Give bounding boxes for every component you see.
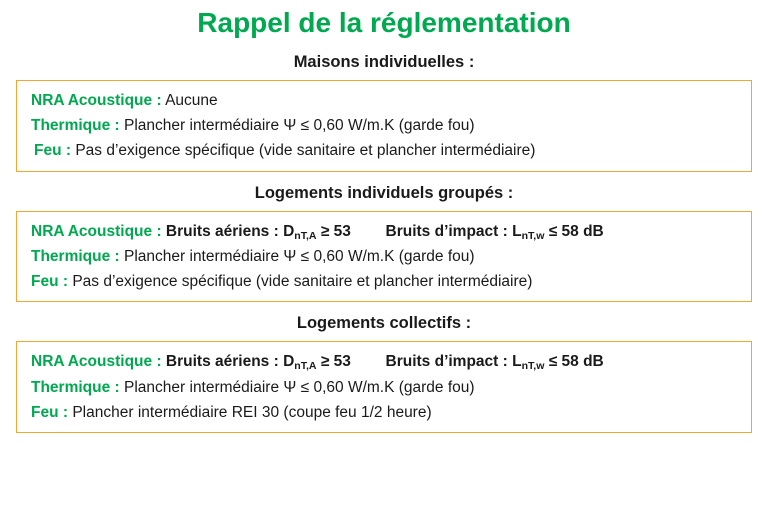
row-value-thermique: Plancher intermédiaire Ψ ≤ 0,60 W/m.K (garde fou) — [124, 117, 475, 135]
row-label-thermique: Thermique : — [31, 247, 120, 265]
row-value-bruits-aeriens-limit: ≥ 53 — [316, 353, 351, 371]
row-label-feu: Feu : — [34, 142, 72, 160]
row-label-nra-acoustique: NRA Acoustique : — [31, 222, 162, 240]
row-label-nra-acoustique: NRA Acoustique : — [31, 353, 162, 371]
row-label-feu: Feu : — [31, 403, 69, 421]
row-nra-acoustique — [31, 350, 737, 373]
row-value-bruits-impact-subscript: nT,w — [521, 229, 545, 242]
row-value-bruits-aeriens-subscript: nT,A — [294, 229, 317, 242]
row-label-nra-acoustique: NRA Acoustique : — [31, 91, 162, 109]
section-heading-logements-individuels-groupes: Logements individuels groupés : — [254, 183, 514, 202]
section-box-maisons-individuelles — [16, 80, 752, 172]
section-box-logements-individuels-groupes — [16, 211, 752, 303]
row-nra-acoustique — [31, 89, 737, 112]
row-feu — [31, 401, 737, 424]
row-value-nra-acoustique: Aucune — [165, 91, 218, 109]
row-value-feu: Pas d’exigence spécifique (vide sanitaire et plancher intermédiaire) — [72, 273, 533, 291]
row-thermique — [31, 245, 737, 268]
row-value-bruits-impact: Bruits d’impact : L — [385, 222, 522, 240]
row-label-thermique: Thermique : — [31, 378, 120, 396]
row-value-bruits-aeriens-subscript: nT,A — [294, 360, 317, 373]
row-value-feu: Plancher intermédiaire REI 30 (coupe feu 1/2 heure) — [72, 403, 432, 421]
row-nra-acoustique — [31, 220, 737, 243]
page-title: Rappel de la réglementation — [197, 7, 571, 38]
section-box-logements-collectifs — [16, 341, 752, 433]
slide-content — [0, 8, 768, 508]
row-thermique — [31, 114, 737, 137]
row-value-bruits-impact: Bruits d’impact : L — [385, 353, 522, 371]
row-value-thermique: Plancher intermédiaire Ψ ≤ 0,60 W/m.K (garde fou) — [124, 378, 475, 396]
row-value-bruits-aeriens: Bruits aériens : D — [165, 222, 295, 240]
row-value-bruits-impact-limit: ≤ 58 dB — [544, 353, 604, 371]
row-thermique — [31, 376, 737, 399]
row-feu — [31, 270, 737, 293]
row-value-bruits-aeriens: Bruits aériens : D — [165, 353, 295, 371]
row-value-bruits-impact-subscript: nT,w — [521, 360, 545, 373]
section-heading-logements-collectifs: Logements collectifs : — [296, 314, 472, 333]
row-value-thermique: Plancher intermédiaire Ψ ≤ 0,60 W/m.K (garde fou) — [124, 247, 475, 265]
row-value-feu: Pas d’exigence spécifique (vide sanitaire et plancher intermédiaire) — [75, 142, 536, 160]
section-heading-maisons-individuelles: Maisons individuelles : — [293, 52, 475, 71]
row-value-bruits-impact-limit: ≤ 58 dB — [544, 222, 604, 240]
row-label-thermique: Thermique : — [31, 117, 120, 135]
row-feu — [31, 139, 737, 162]
row-label-feu: Feu : — [31, 273, 69, 291]
row-value-bruits-aeriens-limit: ≥ 53 — [316, 222, 351, 240]
